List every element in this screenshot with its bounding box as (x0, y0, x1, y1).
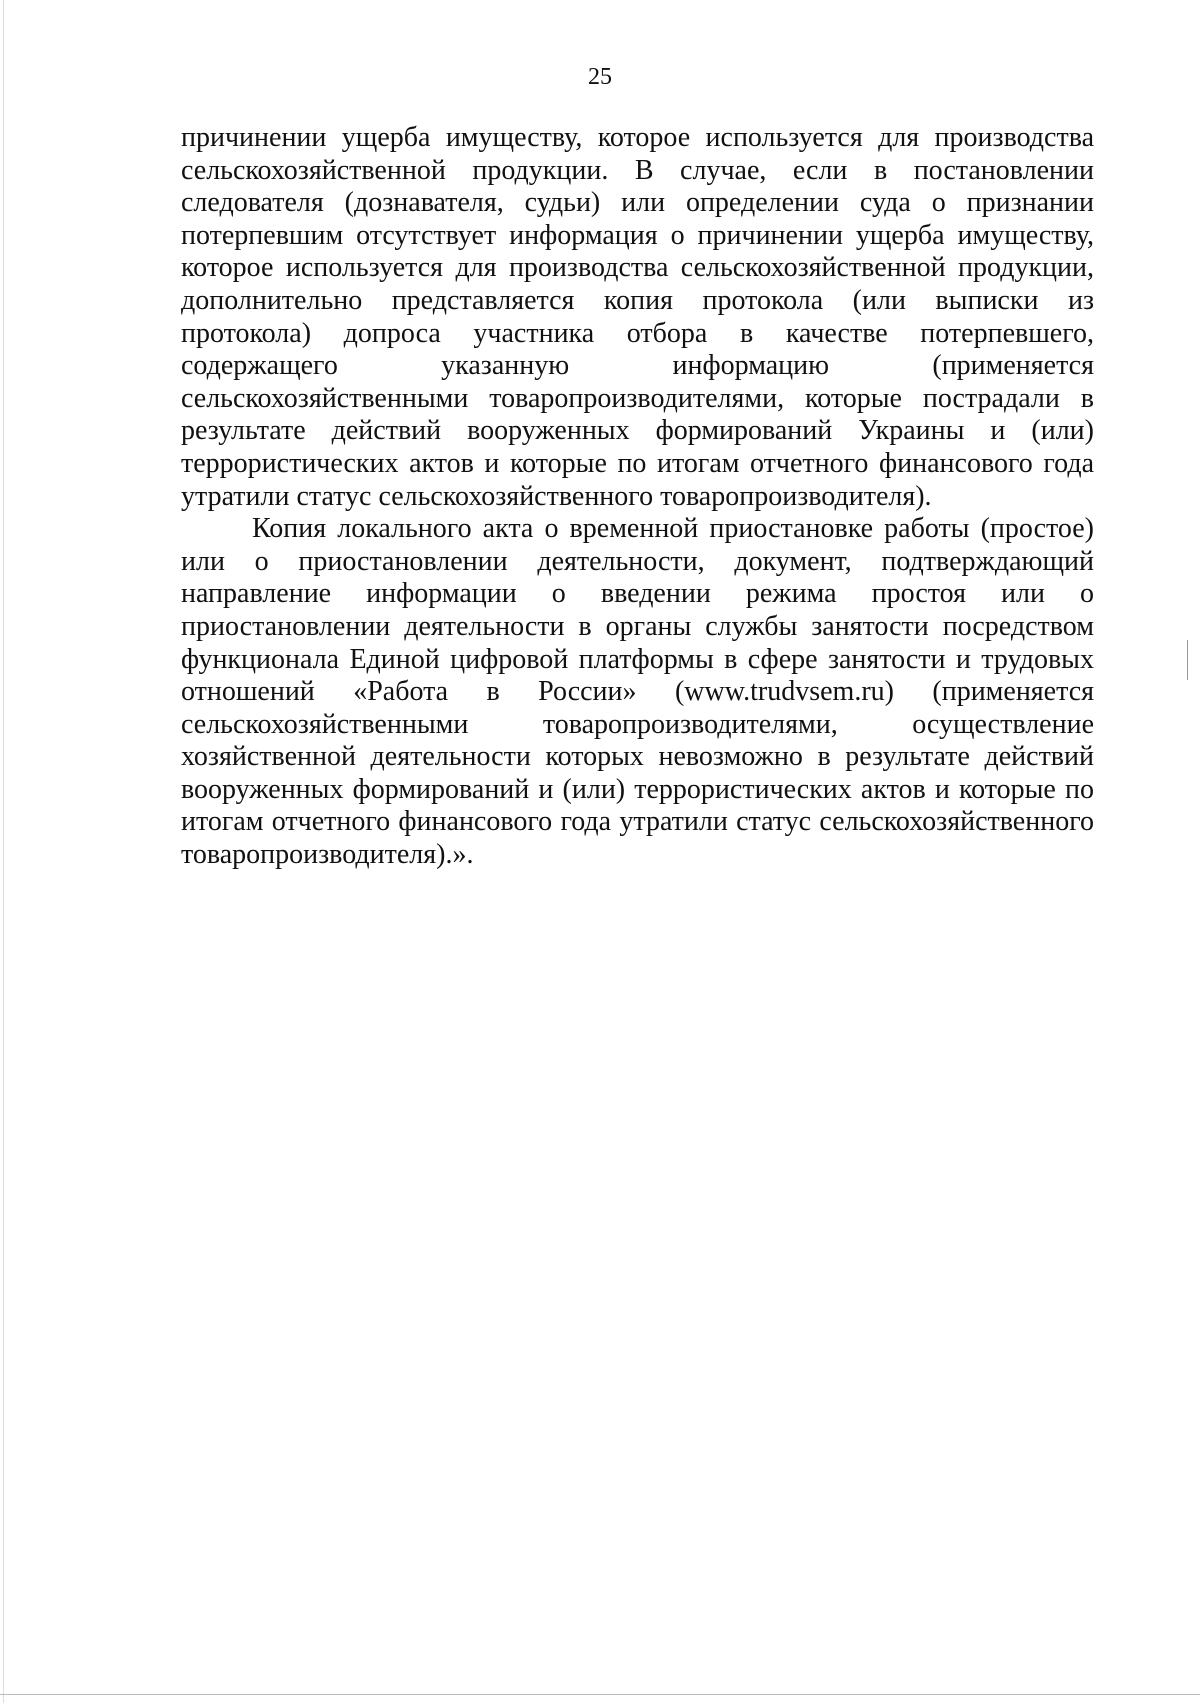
scan-edge-bottom (0, 1694, 1200, 1695)
scan-edge-left (3, 0, 4, 1703)
paragraph-continuation: причинении ущерба имуществу, которое используется для производства сельскохозяйственной продукции. В случае, если в постановлении следователя (дознавателя, судьи) или определении суда о признании потерпевшим отсутствует информация о причинении ущерба имуществу, которое используется для производства сельскохозяйственной продукции, дополнительно представляется копия протокола (или выписки из протокола) допроса участника отбора в качестве потерпевшего, содержащего указанную информацию (применяется сельскохозяйственными товаропроизводителями, которые пострадали в результате действий вооруженных формирований Украины и (или) террористических актов и которые по итогам отчетного финансового года утратили статус сельскохозяйственного товаропроизводителя). (181, 122, 1094, 512)
page-number: 25 (588, 64, 612, 90)
document-body (181, 122, 1094, 872)
paragraph-local-act-copy: Копия локального акта о временной приостановке работы (простое) или о приостановлении деятельности, документ, подтверждающий направление информации о введении режима простоя или о приостановлении деятельности в органы службы занятости посредством функционала Единой цифровой платформы в сфере занятости и трудовых отношений «Работа в России» (www.trudvsem.ru) (применяется сельскохозяйственными товаропроизводителями, осуществление хозяйственной деятельности которых невозможно в результате действий вооруженных формирований и (или) террористических актов и которые по итогам отчетного финансового года утратили статус сельскохозяйственного товаропроизводителя).». (181, 513, 1094, 871)
scan-edge-right (1187, 640, 1188, 680)
